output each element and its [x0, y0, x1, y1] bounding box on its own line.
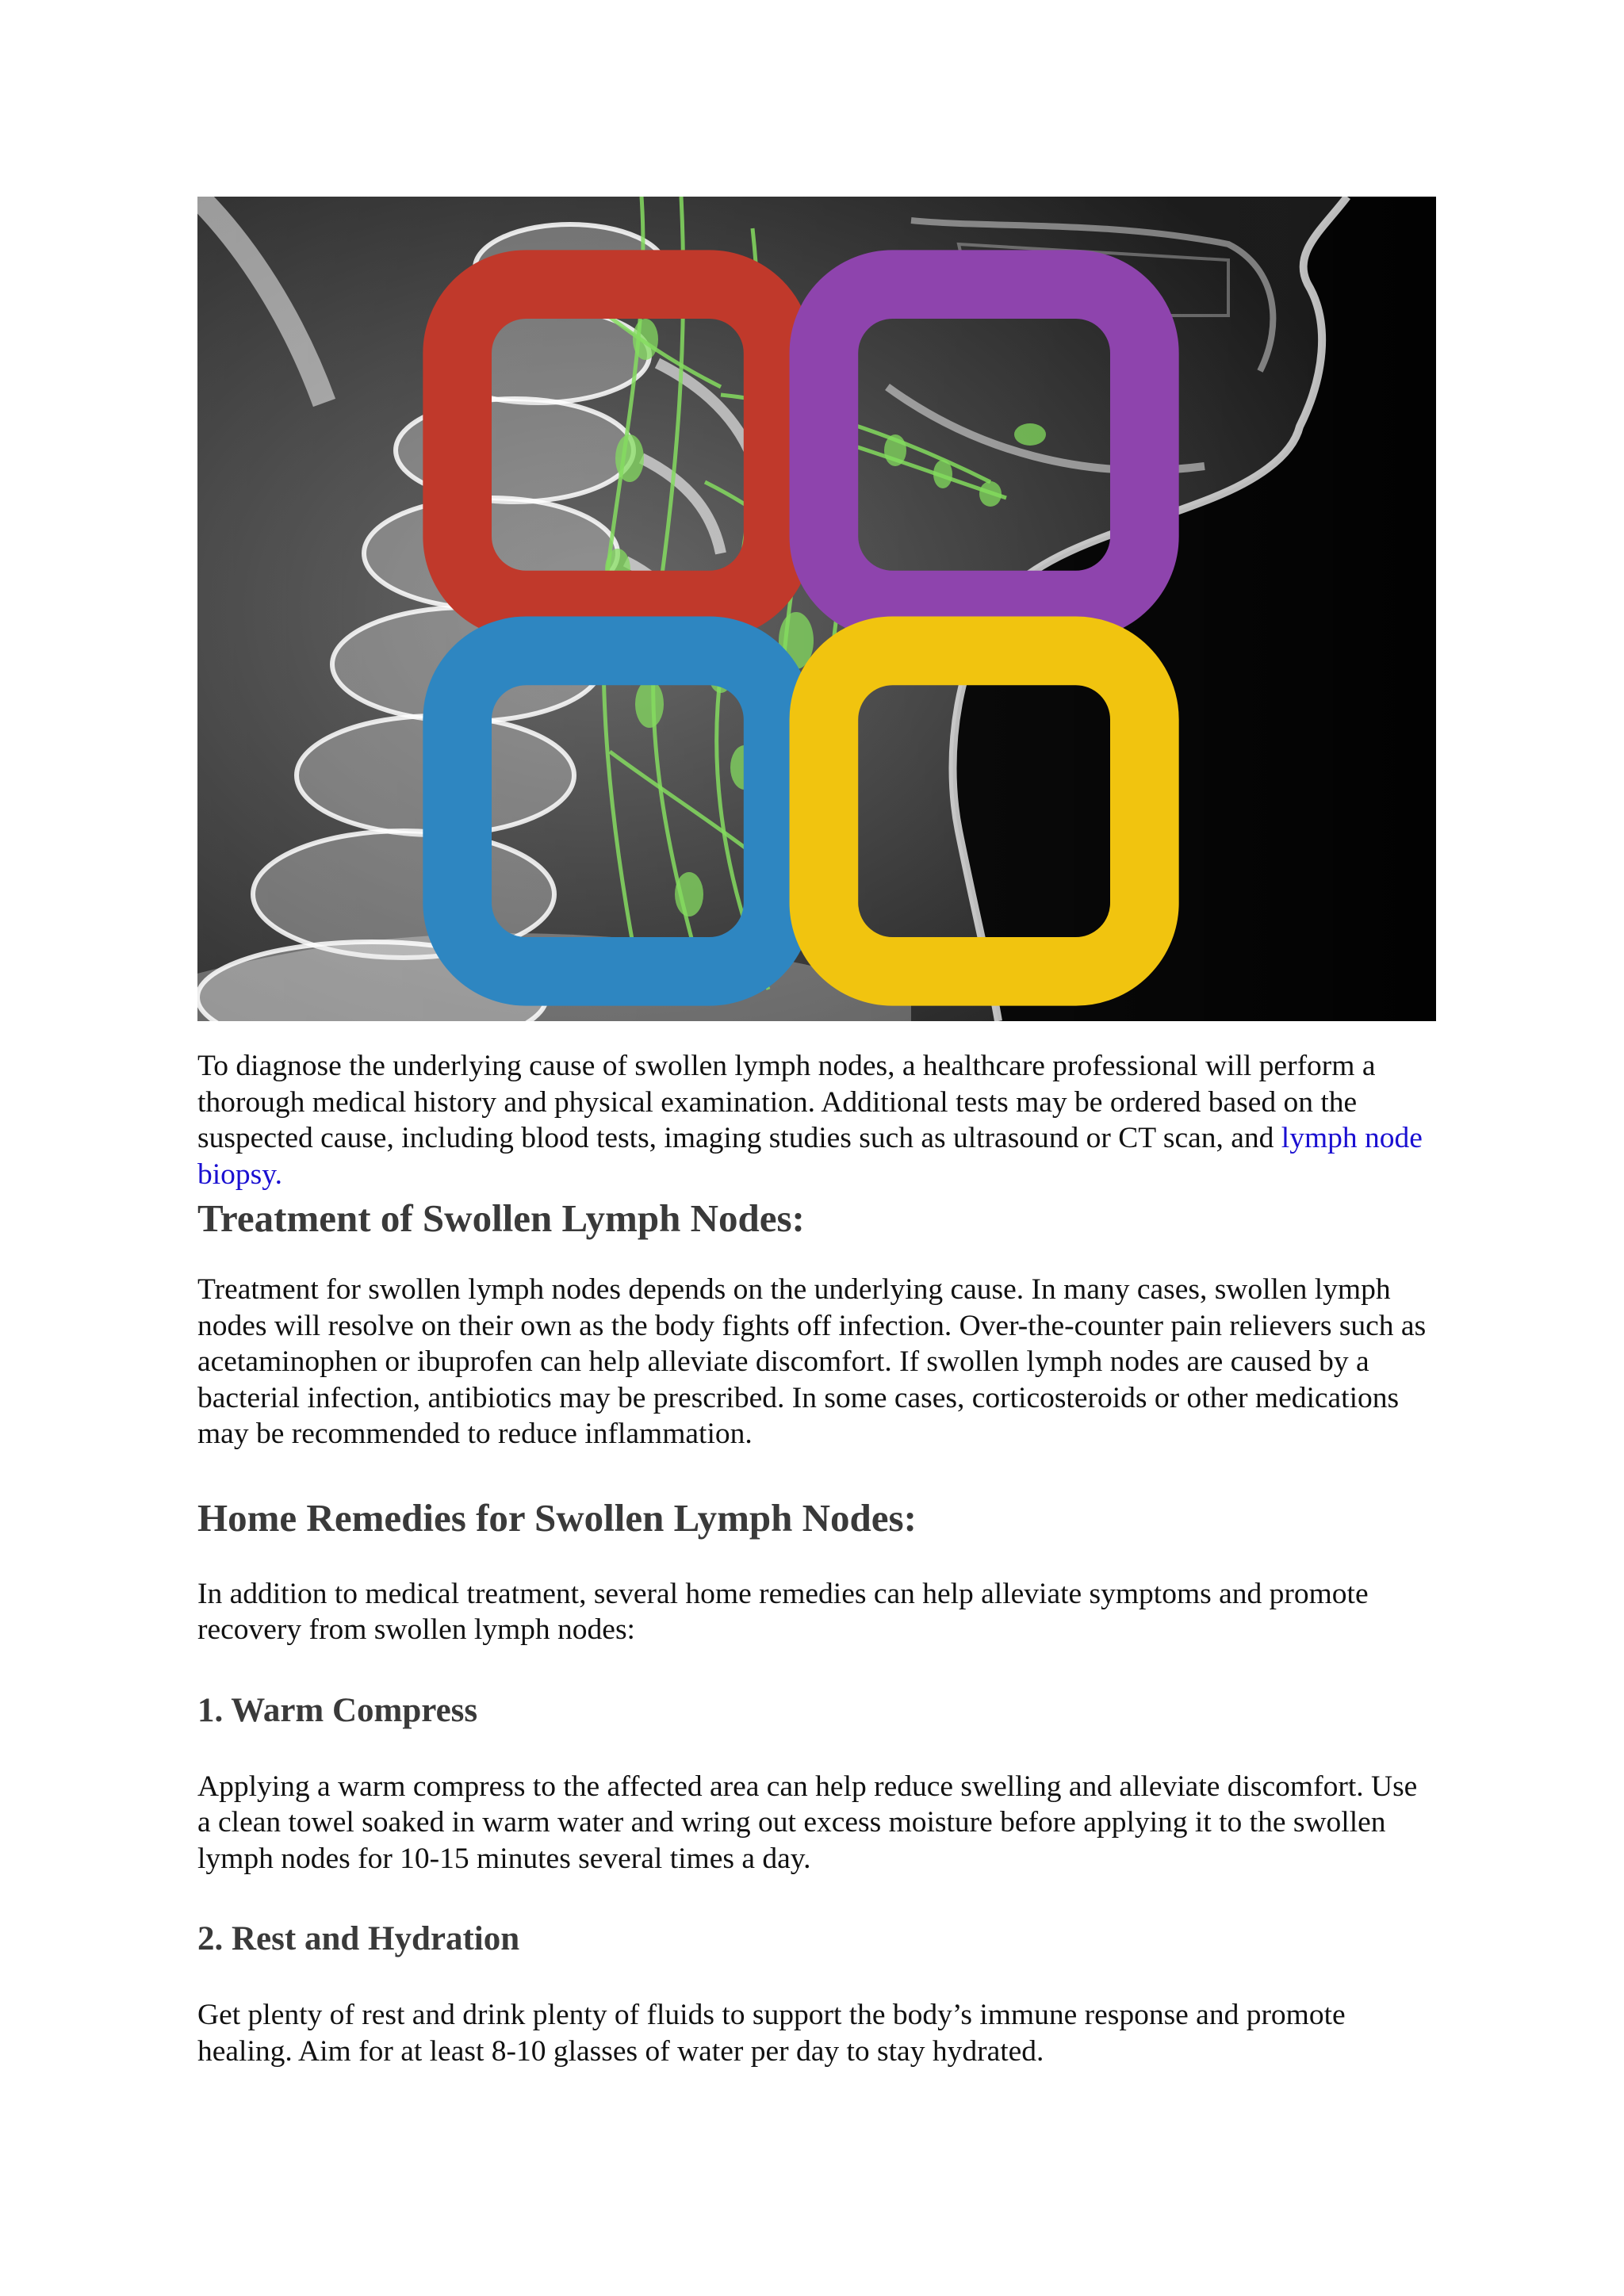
home-remedies-heading: Home Remedies for Swollen Lymph Nodes: — [197, 1495, 917, 1540]
rest-hydration-paragraph: Get plenty of rest and drink plenty of fluids to support the body’s immune response and promote healing. Aim for at least 8-10 glasses of water per day to stay hydrated. — [197, 1999, 1346, 2068]
home-remedies-paragraph: In addition to medical treatment, several home remedies can help alleviate symptoms and promote recovery from swollen lymph nodes: — [197, 1577, 1369, 1646]
lymph-node-biopsy-link[interactable]: lymph node biopsy. — [197, 1122, 1423, 1191]
brand-logo-icon — [197, 216, 1420, 1021]
intro-text: To diagnose the underlying cause of swollen lymph nodes, a healthcare professional will perform a thorough medical history and physical examination. Additional tests may be ordered based on the suspected cause, including blood tests, imaging studies such as ultrasound or CT scan, and — [197, 1050, 1376, 1154]
neck-lymph-illustration — [197, 197, 1436, 1021]
rest-hydration-heading: 2. Rest and Hydration — [197, 1920, 520, 1957]
warm-compress-paragraph: Applying a warm compress to the affected area can help reduce swelling and alleviate discomfort. Use a clean towel soaked in warm water and wring out excess moisture before applying it to the swollen lymph nodes for 10-15 minutes several times a day. — [197, 1770, 1418, 1875]
article-body — [197, 1048, 1436, 2069]
treatment-heading: Treatment of Swollen Lymph Nodes: — [197, 1196, 805, 1240]
warm-compress-heading: 1. Warm Compress — [197, 1691, 478, 1729]
treatment-paragraph: Treatment for swollen lymph nodes depends on the underlying cause. In many cases, swollen lymph nodes will resolve on their own as the body fights off infection. Over-the-counter pain relievers such as acetaminophen or ibuprofen can help alleviate discomfort. If swollen lymph nodes are caused by a bacterial infection, antibiotics may be prescribed. In some cases, corticosteroids or other medications may be recommended to reduce inflammation. — [197, 1273, 1427, 1450]
intro-paragraph — [197, 1048, 1436, 1192]
